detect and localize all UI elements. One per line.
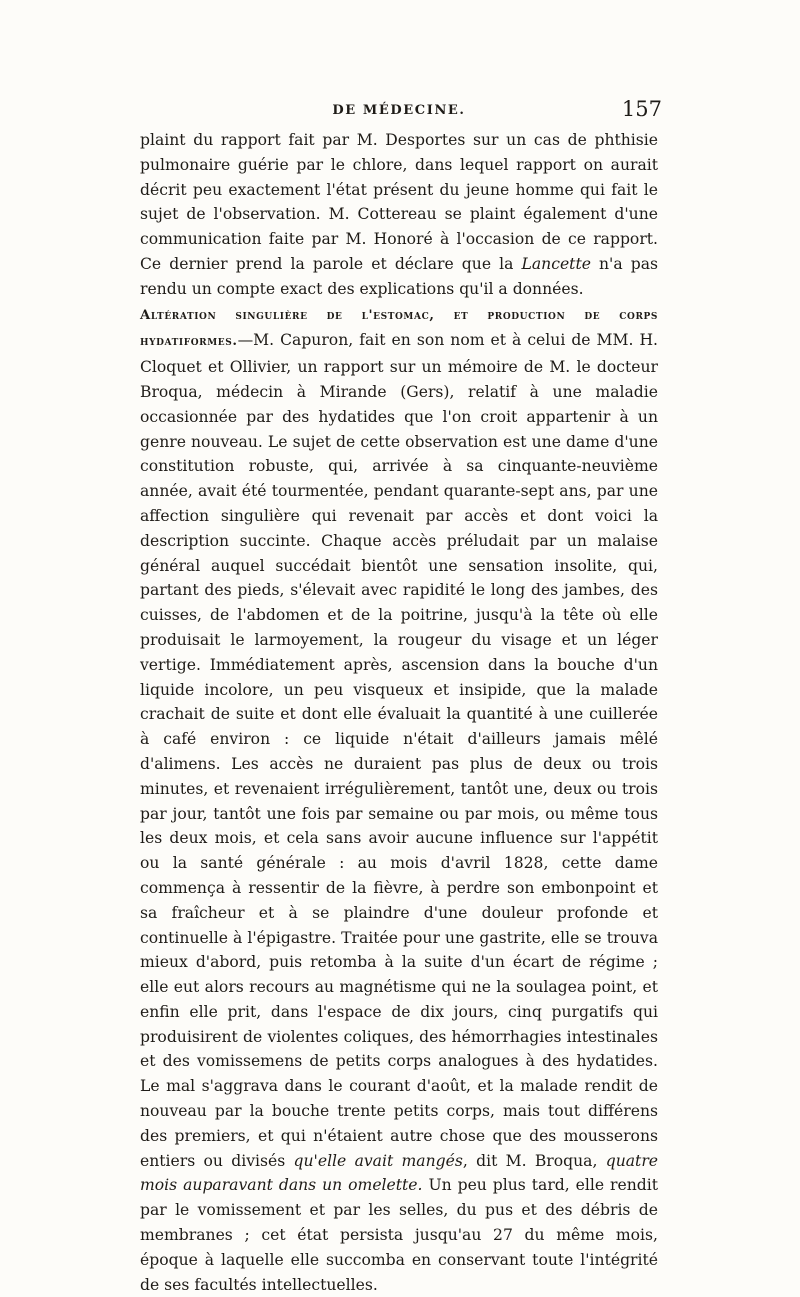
paragraph-2-text-b: , dit M. Broqua, — [462, 1151, 606, 1170]
paragraph-2-text-a: —M. Capuron, fait en son nom et à celui de MM. H. Cloquet et Ollivier, un rapport sur un mémoire de M. le docteur Broqua, médecin à Mirande (Gers), relatif à une maladie occasionnée par des hydatides que l'on croit appartenir à un genre nouveau. Le sujet de cette observation est une dame d'une constitution robuste, qui, arrivée à sa cinquante-neuvième année, avait été tourmentée, pendant quarante-sept ans, par une affection singulière qui revenait par accès et dont voici la description succinte. Chaque accès préludait par un malaise général auquel succédait bientôt une sensation insolite, qui, partant des pieds, s'élevait avec rapidité le long des jambes, des cuisses, de l'abdomen et de la poitrine, jusqu'à la tête où elle produisait le larmoyement, la rougeur du visage et un léger vertige. Immédiatement après, ascension dans la bouche d'un liquide incolore, un peu visqueux et insipide, que la malade crachait de suite et dont elle évaluait la quantité à une cuillerée à café environ : ce liquide n'était d'ailleurs jamais mêlé d'alimens. Les accès ne duraient pas plus de deux ou trois minutes, et revenaient irrégulièrement, tantôt une, deux ou trois par jour, tantôt une fois par semaine ou par mois, ou même tous les deux mois, et cela sans avoir aucune influence sur l'appétit ou la santé générale : au mois d'avril 1828, cette dame commença à ressentir de la fièvre, à perdre son embonpoint et sa fraîcheur et à se plaindre d'une douleur profonde et continuelle à l'épigastre. Traitée pour une gastrite, elle se trouva mieux d'abord, puis retomba à la suite d'un écart de régime ; elle eut alors recours au magnétisme qui ne la soulagea point, et enfin elle prit, dans l'espace de dix jours, cinq purgatifs qui produisirent de violentes coliques, des hémorrhagies intestinales et des vomissemens de petits corps analogues à des hydatides. Le mal s'aggrava dans le courant d'août, et la malade rendit de nouveau par la bouche trente petits corps, mais tout différens des premiers, et qui n'étaient autre chose que des mousserons entiers ou divisés — [140, 331, 658, 1170]
running-head — [140, 97, 662, 125]
italic-quote-2: quatre mois auparavant dans un omelette. — [140, 1151, 659, 1195]
book-page — [140, 97, 662, 1297]
page-number: 157 — [621, 97, 662, 121]
journal-title-lancette: Lancette — [521, 254, 591, 273]
paragraph-1-end: n'a pas rendu un compte exact des explications qu'il a données. — [140, 254, 659, 298]
paragraph-continued — [140, 128, 658, 302]
paragraph-1-text: plaint du rapport fait par M. Desportes sur un cas de phthisie pulmonaire guérie par le chlore, dans lequel rapport on aurait décrit peu exactement l'état présent du jeune homme qui fait le sujet de l'observation. M. Cottereau se plaint également d'une communication faite par M. Honoré à l'occasion de ce rapport. Ce dernier prend la parole et déclare que la — [140, 131, 658, 273]
italic-quote-1: qu'elle avait mangés — [293, 1151, 463, 1170]
paragraph-2-text-c: Un peu plus tard, elle rendit par le vomissement et par les selles, du pus et des débris de membranes ; cet état persista jusqu'au 27 du même mois, époque à laquelle elle succomba en conservant toute l'intégrité de ses facultés intellectuelles. — [140, 1176, 658, 1294]
section-heading: Altération singulière de l'estomac, et production de corps hydatiformes. — [140, 307, 658, 350]
running-title: DE MÉDECINE. — [332, 103, 466, 118]
paragraph-hydatiform-report — [140, 302, 658, 1297]
